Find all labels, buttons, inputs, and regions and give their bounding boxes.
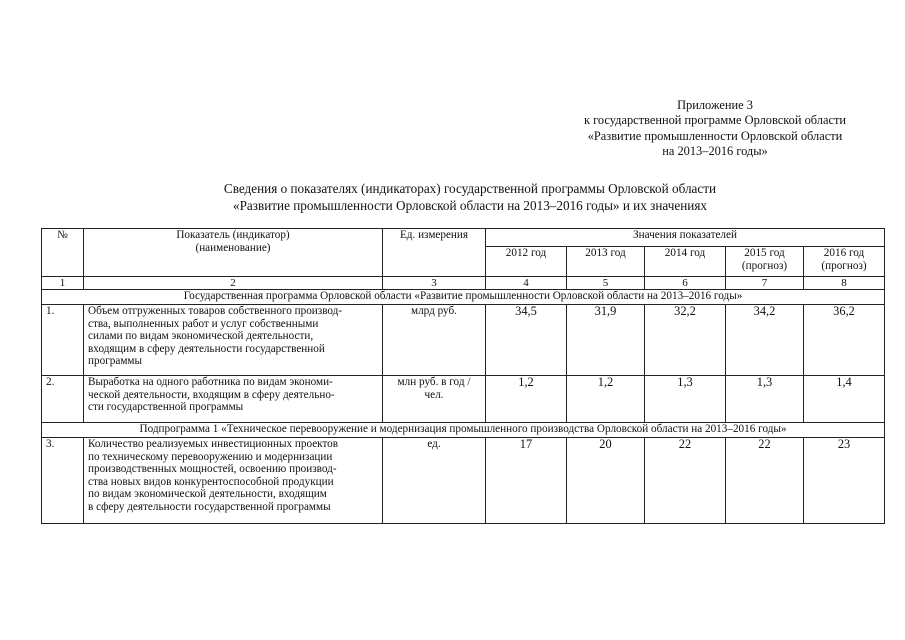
- table-row: [42, 438, 885, 524]
- value-2012: 17: [486, 438, 567, 524]
- value-2016: 1,4: [804, 376, 885, 423]
- header-year: [567, 247, 645, 277]
- year-note: (прогноз): [741, 259, 788, 272]
- column-number: 6: [645, 277, 726, 290]
- value-2012: 1,2: [486, 376, 567, 423]
- indicator-unit: млрд руб.: [383, 305, 486, 376]
- value-2016: 23: [804, 438, 885, 524]
- header-values-group: Значения показателей: [486, 229, 885, 247]
- header-unit: Ед. измерения: [383, 229, 486, 277]
- indicator-unit: ед.: [383, 438, 486, 524]
- indicator-name-line: сти государственной программы: [88, 401, 244, 414]
- table-row: [42, 305, 885, 376]
- header-year: [645, 247, 726, 277]
- indicator-name: [84, 376, 383, 423]
- column-numbers-row: [42, 277, 885, 290]
- indicator-name-line: по видам экономической деятельности, входящим: [88, 488, 327, 501]
- year-note: (прогноз): [821, 259, 867, 272]
- year-label: 2016 год: [823, 247, 865, 259]
- row-number: 3.: [42, 438, 84, 524]
- year-label: 2013 год: [585, 247, 626, 259]
- unit-line: чел.: [424, 388, 444, 401]
- title-line: Сведения о показателях (индикаторах) государственной программы Орловской области: [223, 181, 717, 196]
- row-number: 2.: [42, 376, 84, 423]
- column-number: 1: [42, 277, 84, 290]
- indicator-name-line: Объем отгруженных товаров собственного производ-: [88, 305, 343, 317]
- indicator-name-line: входящим в сферу деятельности государственной: [88, 342, 325, 355]
- appendix-line: к государственной программе Орловской области: [584, 113, 846, 128]
- appendix-line: Приложение 3: [677, 98, 753, 112]
- title-line: «Развитие промышленности Орловской области на 2013–2016 годы» и их значениях: [233, 198, 707, 213]
- value-2014: 32,2: [645, 305, 726, 376]
- indicator-name-line: Выработка на одного работника по видам экономи-: [88, 376, 333, 388]
- appendix-line: на 2013–2016 годы»: [662, 144, 768, 159]
- header-no: №: [42, 229, 84, 277]
- subprogram-section-row: [42, 423, 885, 438]
- indicators-table: [41, 228, 885, 524]
- header-indicator-line: Показатель (индикатор): [176, 229, 290, 241]
- column-number: 4: [486, 277, 567, 290]
- subprogram-section-title: Подпрограмма 1 «Техническое перевооружение и модернизация промышленного производства Орловской области на 2013–2016 годы»: [42, 423, 885, 438]
- indicator-name-line: в сферу деятельности государственной программы: [88, 500, 331, 513]
- table-row: [42, 376, 885, 423]
- unit-line: млн руб. в год /: [397, 376, 471, 388]
- value-2012: 34,5: [486, 305, 567, 376]
- indicator-name: [84, 305, 383, 376]
- appendix-header: [545, 98, 885, 160]
- header-indicator-line: (наименование): [195, 241, 271, 254]
- value-2015: 22: [726, 438, 804, 524]
- column-number: 7: [726, 277, 804, 290]
- program-section-title: Государственная программа Орловской области «Развитие промышленности Орловской области на 2013–2016 годы»: [42, 290, 885, 305]
- indicator-name-line: программы: [88, 355, 142, 368]
- header-indicator: [84, 229, 383, 277]
- document-title: [60, 180, 880, 214]
- indicator-name-line: силами по видам экономической деятельности,: [88, 330, 314, 343]
- header-year: [486, 247, 567, 277]
- table-header-row: [42, 229, 885, 247]
- value-2013: 20: [567, 438, 645, 524]
- appendix-line: «Развитие промышленности Орловской области: [587, 128, 843, 143]
- indicator-name-line: ства новых видов конкурентоспособной продукции: [88, 475, 334, 488]
- column-number: 3: [383, 277, 486, 290]
- row-number: 1.: [42, 305, 84, 376]
- indicator-name-line: ческой деятельности, входящим в сферу деятельно-: [88, 388, 335, 401]
- indicator-name-line: по техническому перевооружению и модернизации: [88, 450, 333, 463]
- value-2016: 36,2: [804, 305, 885, 376]
- value-2014: 1,3: [645, 376, 726, 423]
- indicator-name: [84, 438, 383, 524]
- header-year: [804, 247, 885, 277]
- indicator-name-line: производственных мощностей, освоению производ-: [88, 463, 337, 476]
- indicator-unit: [383, 376, 486, 423]
- value-2013: 1,2: [567, 376, 645, 423]
- value-2015: 1,3: [726, 376, 804, 423]
- value-2013: 31,9: [567, 305, 645, 376]
- program-section-row: [42, 290, 885, 305]
- year-label: 2012 год: [505, 247, 547, 259]
- year-label: 2015 год: [744, 247, 785, 259]
- year-label: 2014 год: [664, 247, 706, 259]
- header-year: [726, 247, 804, 277]
- indicator-name-line: ства, выполненных работ и услуг собственными: [88, 317, 319, 330]
- column-number: 8: [804, 277, 885, 290]
- indicator-name-line: Количество реализуемых инвестиционных проектов: [88, 438, 339, 450]
- column-number: 2: [84, 277, 383, 290]
- value-2015: 34,2: [726, 305, 804, 376]
- column-number: 5: [567, 277, 645, 290]
- value-2014: 22: [645, 438, 726, 524]
